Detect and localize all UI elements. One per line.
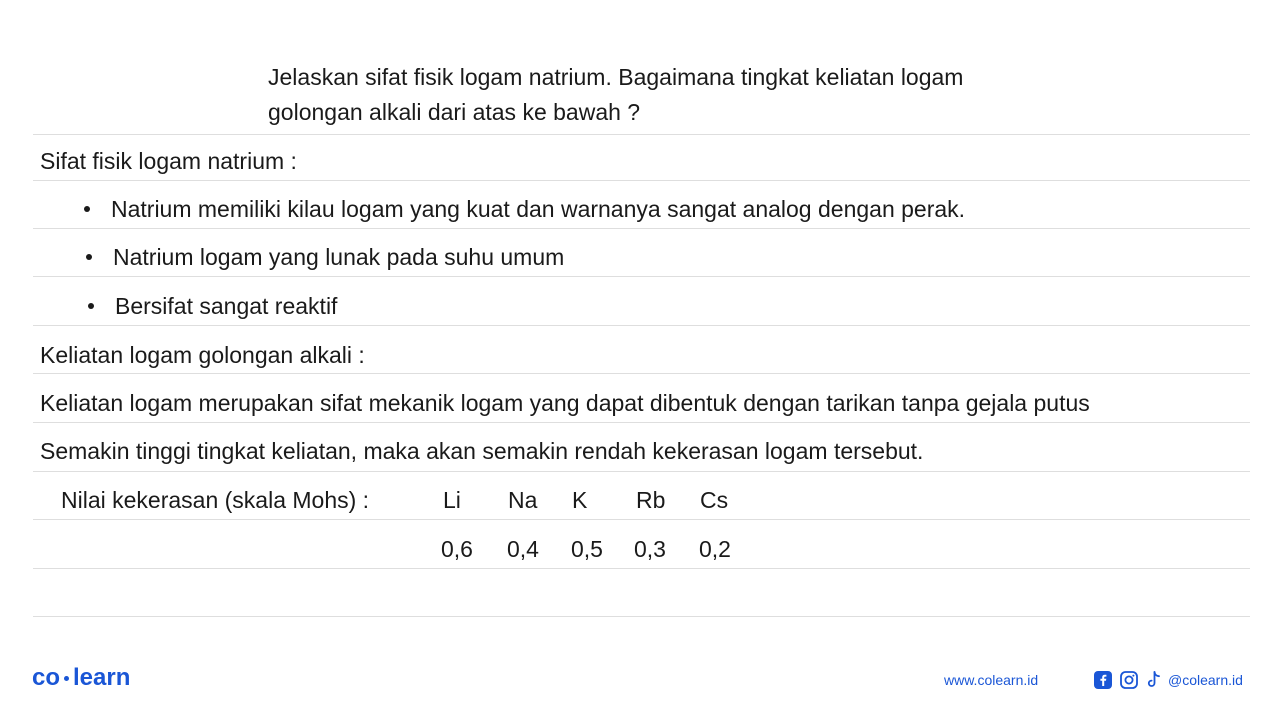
question-line-1: Jelaskan sifat fisik logam natrium. Bagaimana tingkat keliatan logam [268,64,964,90]
hardness-value: 0,4 [507,536,539,562]
bullet-item: Natrium memiliki kilau logam yang kuat dan warnanya sangat analog dengan perak. [111,196,966,222]
bullet-item: Bersifat sangat reaktif [115,293,338,319]
element-header: Li [443,487,461,513]
rule-line [33,276,1250,277]
bullet-icon [86,254,92,260]
colearn-logo [32,662,130,694]
logo-text-left: co [32,664,61,691]
element-header: Rb [636,487,666,513]
hardness-value: 0,5 [571,536,603,562]
rule-line [33,422,1250,423]
element-header: Cs [700,487,729,513]
hardness-label: Nilai kekerasan (skala Mohs) : [61,487,370,513]
facebook-icon[interactable] [1094,670,1112,690]
rule-line [33,325,1250,326]
section-heading-physical-properties: Sifat fisik logam natrium : [40,148,297,174]
logo-text-right: learn [73,664,131,691]
social-handle[interactable]: @colearn.id [1168,672,1243,688]
bullet-icon [88,303,94,309]
rule-line [33,616,1250,617]
rule-line [33,180,1250,181]
ductility-relation: Semakin tinggi tingkat keliatan, maka akan semakin rendah kekerasan logam tersebut. [40,438,924,464]
rule-line [33,471,1250,472]
hardness-value: 0,3 [634,536,666,562]
question-text [268,60,1168,130]
hardness-value: 0,6 [441,536,473,562]
tiktok-icon[interactable] [1146,670,1162,690]
hardness-value: 0,2 [699,536,731,562]
element-header: K [572,487,588,513]
question-line-2: golongan alkali dari atas ke bawah ? [268,99,641,125]
rule-line [33,373,1250,374]
ductility-definition: Keliatan logam merupakan sifat mekanik logam yang dapat dibentuk dengan tarikan tanpa gejala putus [40,390,1090,416]
bullet-item: Natrium logam yang lunak pada suhu umum [113,244,565,270]
instagram-icon[interactable] [1120,670,1138,690]
logo-dot-icon [64,676,69,681]
bullet-icon [84,206,90,212]
rule-line [33,228,1250,229]
element-header: Na [508,487,538,513]
website-link[interactable]: www.colearn.id [944,672,1039,688]
section-heading-ductility: Keliatan logam golongan alkali : [40,342,365,368]
rule-line [33,519,1250,520]
rule-line [33,568,1250,569]
rule-line [33,134,1250,135]
